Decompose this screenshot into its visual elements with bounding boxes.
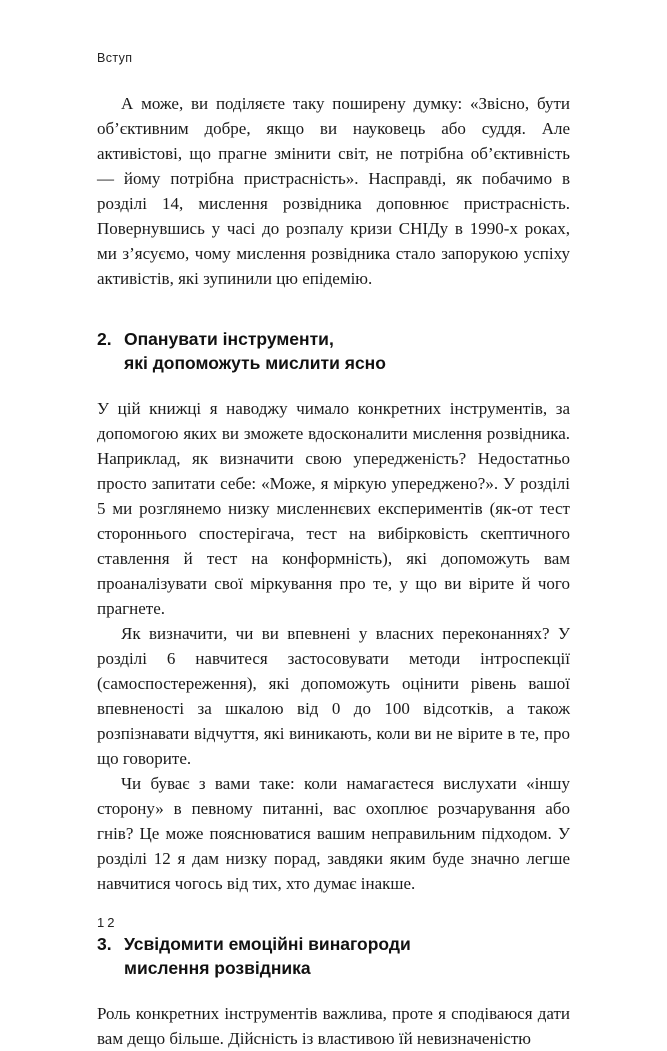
section-2-paragraph-3: Чи буває з вами таке: коли намагаєтеся вислухати «іншу сторону» в певному питанні, вас охоплює розчарування або гнів? Це може пояснюватися вашим неправильним підходом. У розділі 12 я дам низку порад, завдяки яким буде значно легше навчитися чогось від тих, хто думає інакше.	[97, 774, 570, 893]
section-3-title	[124, 932, 570, 980]
section-2-paragraph-2: Як визначити, чи ви впевнені у власних переконаннях? У розділі 6 навчитеся застосовувати методи інтроспекції (самоспостереження), які допоможуть оцінити рівень вашої впевненості за шкалою від 0 до 100 відсотків, а також розпізнавати відчуття, які виникають, коли ви не вірите в те, про що говорите.	[97, 624, 570, 768]
section-2-number: 2.	[97, 329, 112, 349]
intro-paragraph: А може, ви поділяєте таку поширену думку: «Звісно, бути об’єктивним добре, якщо ви науковець або суддя. Але активістові, що прагне змінити світ, не потрібна об’єктивність — йому потрібна пристрасність». Насправді, як побачимо в розділі 14, мислення розвідника доповнює пристрасність. Повернувшись у часі до розпалу кризи СНІДу в 1990-х роках, ми з’ясуємо, чому мислення розвідника стало запорукою успіху активістів, які зупинили цю епідемію.	[97, 94, 570, 288]
section-heading-3	[97, 932, 570, 980]
section-3-paragraph-1: Роль конкретних інструментів важлива, проте я сподіваюся дати вам дещо більше. Дійсність із властивою їй невизначеністю	[97, 1004, 570, 1048]
section-2-title-line-2: які допоможуть мислити ясно	[124, 353, 386, 373]
running-head: Вступ	[97, 51, 133, 65]
section-3-title-line-2: мислення розвідника	[124, 958, 311, 978]
section-2-paragraph-1: У цій книжці я наводжу чимало конкретних інструментів, за допомогою яких ви зможете вдосконалити мислення розвідника. Наприклад, як визначити свою упередженість? Недостатньо просто запитати себе: «Може, я міркую упереджено?». У розділі 5 ми розглянемо низку мисленнєвих експериментів (як-от тест стороннього спостерігача, тест на вибірковість скептичного ставлення й тест на конформність), які допоможуть вам проаналізувати свої міркування про те, у що ви вірите й чого прагнете.	[97, 399, 570, 618]
section-2-title-line-1: Опанувати інструменти,	[124, 329, 334, 349]
section-3-number: 3.	[97, 934, 112, 954]
page-number: 12	[97, 915, 118, 930]
section-3-title-line-1: Усвідомити емоційні винагороди	[124, 934, 411, 954]
section-heading-2	[97, 327, 570, 375]
section-2-title	[124, 327, 570, 375]
